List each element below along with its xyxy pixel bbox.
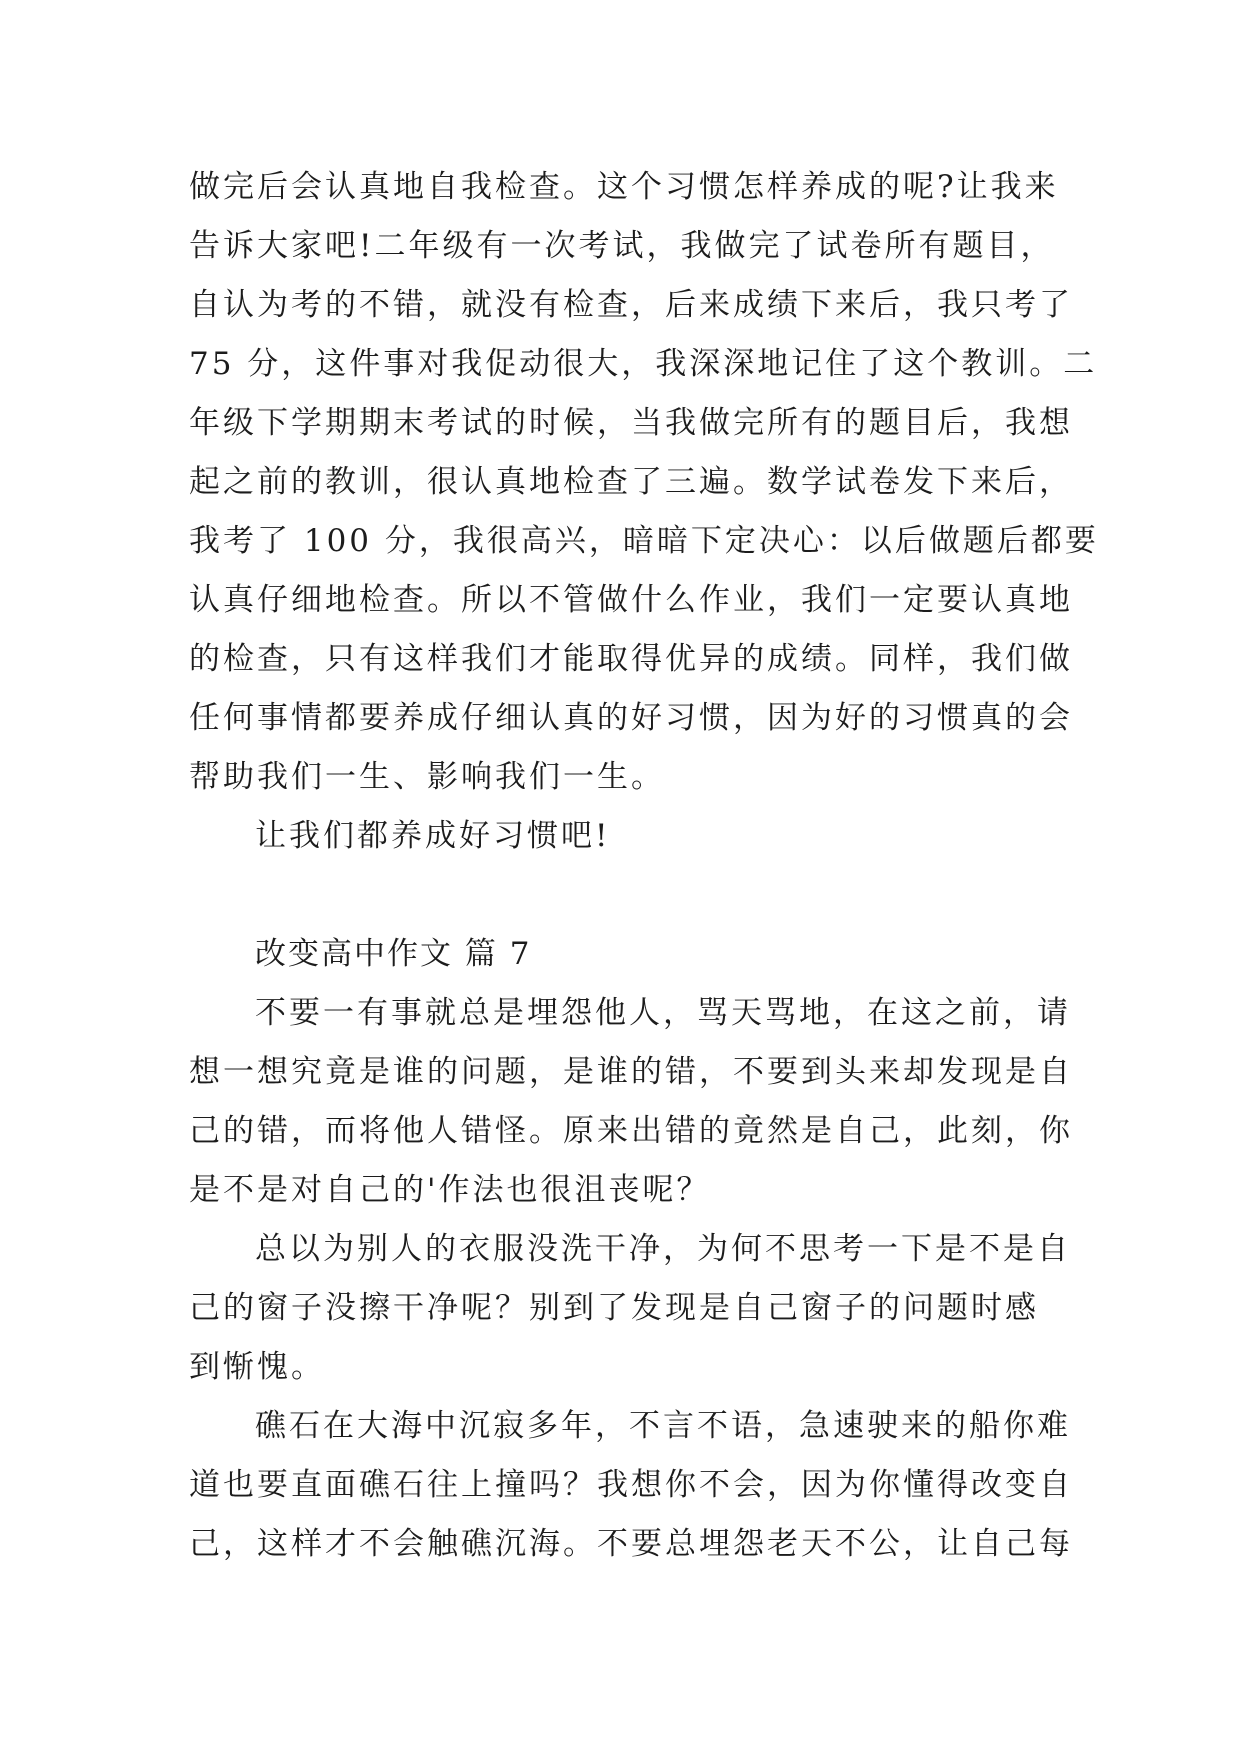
text-line: 起之前的教训，很认真地检查了三遍。数学试卷发下来后， [189, 464, 1073, 500]
text-line: 的检查，只有这样我们才能取得优异的成绩。同样，我们做 [189, 641, 1073, 677]
document-body [189, 158, 1099, 1574]
text-line: 总以为别人的衣服没洗干净，为何不思考一下是不是自 [255, 1231, 1071, 1267]
text-line: 己的窗子没擦干净呢？别到了发现是自己窗子的问题时感 [189, 1290, 1039, 1326]
text-line: 己的错，而将他人错怪。原来出错的竟然是自己，此刻，你 [189, 1113, 1073, 1149]
section-heading: 改变高中作文 篇 7 [255, 936, 532, 972]
text-line: 年级下学期期末考试的时候，当我做完所有的题目后，我想 [189, 405, 1073, 441]
text-line: 到惭愧。 [189, 1349, 325, 1385]
text-line: 告诉大家吧!二年级有一次考试，我做完了试卷所有题目， [189, 228, 1055, 264]
paragraph-continued [189, 158, 1099, 807]
text-line: 己，这样才不会触礁沉海。不要总埋怨老天不公，让自己每 [189, 1526, 1073, 1562]
text-line: 我考了 100 分，我很高兴，暗暗下定决心：以后做题后都要 [189, 523, 1099, 559]
text-line: 不要一有事就总是埋怨他人，骂天骂地，在这之前，请 [255, 995, 1071, 1031]
text-line: 是不是对自己的'作法也很沮丧呢？ [189, 1172, 711, 1208]
paragraph-2 [189, 1220, 1071, 1397]
text-line: 想一想究竟是谁的问题，是谁的错，不要到头来却发现是自 [189, 1054, 1073, 1090]
paragraph-1 [189, 984, 1073, 1220]
paragraph-3 [189, 1397, 1073, 1574]
text-line: 75 分，这件事对我促动很大，我深深地记住了这个教训。二 [189, 346, 1098, 382]
text-line: 任何事情都要养成仔细认真的好习惯，因为好的习惯真的会 [189, 700, 1073, 736]
closing-line: 让我们都养成好习惯吧! [255, 818, 611, 854]
text-line: 礁石在大海中沉寂多年，不言不语，急速驶来的船你难 [255, 1408, 1071, 1444]
section-spacer [189, 866, 1064, 925]
text-line: 自认为考的不错，就没有检查，后来成绩下来后，我只考了 [189, 287, 1073, 323]
text-line: 做完后会认真地自我检查。这个习惯怎样养成的呢?让我来 [189, 169, 1059, 205]
text-line: 帮助我们一生、影响我们一生。 [189, 759, 665, 795]
text-line: 道也要直面礁石往上撞吗？我想你不会，因为你懂得改变自 [189, 1467, 1073, 1503]
text-line: 认真仔细地检查。所以不管做什么作业，我们一定要认真地 [189, 582, 1073, 618]
